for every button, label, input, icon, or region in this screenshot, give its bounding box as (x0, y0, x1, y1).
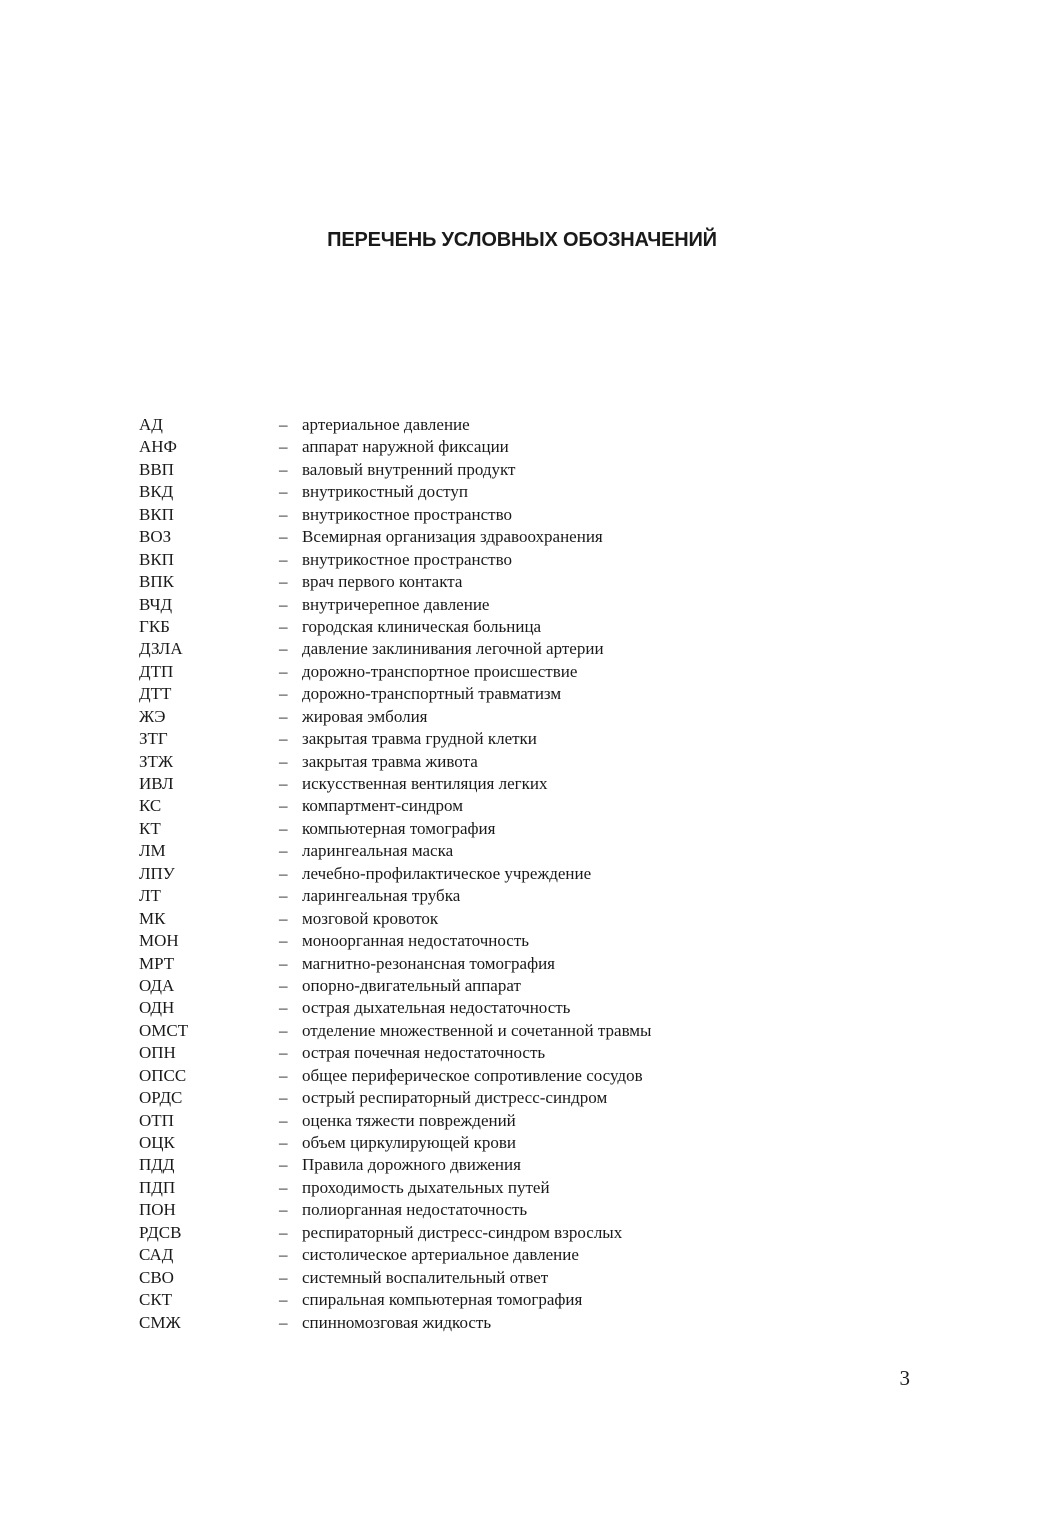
abbreviation-row (139, 1087, 839, 1109)
abbreviation-definition: компартмент-синдром (302, 796, 463, 816)
abbreviation-definition: ларингеальная маска (302, 841, 454, 861)
abbreviation-term: ДТП (139, 661, 174, 681)
abbreviation-row (139, 414, 839, 436)
abbreviation-row (139, 661, 839, 683)
abbreviation-row (139, 1154, 839, 1176)
abbreviation-list (139, 414, 839, 1334)
abbreviation-row (139, 459, 839, 481)
abbreviation-definition: мозговой кровоток (302, 908, 439, 928)
abbreviation-term: ОДА (139, 975, 175, 995)
abbreviation-row (139, 571, 839, 593)
abbreviation-term: АНФ (139, 437, 177, 457)
abbreviation-row (139, 997, 839, 1019)
abbreviation-term: МОН (139, 931, 179, 951)
abbreviation-definition: острая дыхательная недостаточность (302, 998, 571, 1018)
abbreviation-dash: – (279, 751, 288, 771)
abbreviation-definition: дорожно-транспортное происшествие (302, 661, 578, 681)
abbreviation-row (139, 504, 839, 526)
abbreviation-dash: – (279, 684, 288, 704)
abbreviation-term: ЖЭ (139, 706, 166, 726)
abbreviation-dash: – (279, 1245, 288, 1265)
abbreviation-definition: аппарат наружной фиксации (302, 437, 509, 457)
abbreviation-term: ОМСТ (139, 1020, 189, 1040)
abbreviation-dash: – (279, 706, 288, 726)
abbreviation-term: ВКД (139, 482, 174, 502)
abbreviation-definition: систолическое артериальное давление (302, 1245, 579, 1265)
abbreviation-row (139, 1132, 839, 1154)
abbreviation-definition: Правила дорожного движения (302, 1155, 521, 1175)
abbreviation-row (139, 1065, 839, 1087)
abbreviation-term: КТ (139, 818, 161, 838)
abbreviation-definition: внутричерепное давление (302, 594, 490, 614)
abbreviation-row (139, 436, 839, 458)
abbreviation-row (139, 1177, 839, 1199)
abbreviation-row (139, 1110, 839, 1132)
abbreviation-row (139, 795, 839, 817)
abbreviation-dash: – (279, 1267, 288, 1287)
abbreviation-dash: – (279, 931, 288, 951)
abbreviation-term: ОПСС (139, 1065, 187, 1085)
abbreviation-term: ГКБ (139, 616, 170, 636)
abbreviation-row (139, 1244, 839, 1266)
abbreviation-term: МРТ (139, 953, 175, 973)
abbreviation-term: ОТП (139, 1110, 174, 1130)
abbreviation-dash: – (279, 729, 288, 749)
abbreviation-definition: жировая эмболия (302, 706, 428, 726)
page-number: 3 (899, 1366, 910, 1390)
abbreviation-definition: магнитно-резонансная томография (302, 953, 555, 973)
abbreviation-dash: – (279, 572, 288, 592)
abbreviation-dash: – (279, 437, 288, 457)
abbreviation-term: РДСВ (139, 1222, 182, 1242)
abbreviation-dash: – (279, 975, 288, 995)
abbreviation-dash: – (279, 1043, 288, 1063)
abbreviation-dash: – (279, 459, 288, 479)
abbreviation-dash: – (279, 1020, 288, 1040)
abbreviation-dash: – (279, 616, 288, 636)
abbreviation-term: СКТ (139, 1290, 173, 1310)
abbreviation-row (139, 638, 839, 660)
abbreviation-term: ИВЛ (139, 774, 174, 793)
abbreviation-term: ПДД (139, 1155, 175, 1175)
abbreviation-dash: – (279, 1155, 288, 1175)
abbreviation-term: ВПК (139, 572, 174, 592)
abbreviation-term: ВКП (139, 549, 174, 569)
abbreviation-term: ОРДС (139, 1088, 183, 1108)
abbreviation-row (139, 818, 839, 840)
abbreviation-dash: – (279, 953, 288, 973)
abbreviation-dash: – (279, 1290, 288, 1310)
abbreviation-row (139, 908, 839, 930)
abbreviation-term: ОЦК (139, 1133, 175, 1152)
abbreviation-term: ПОН (139, 1200, 176, 1220)
abbreviation-definition: проходимость дыхательных путей (302, 1177, 550, 1197)
abbreviation-term: ЗТГ (139, 729, 168, 749)
abbreviation-dash: – (279, 886, 288, 906)
abbreviation-definition: спинномозговая жидкость (302, 1312, 492, 1332)
abbreviation-row (139, 840, 839, 862)
abbreviation-definition: системный воспалительный ответ (302, 1267, 549, 1287)
abbreviation-dash: – (279, 1177, 288, 1197)
abbreviation-definition: искусственная вентиляция легких (302, 774, 548, 793)
abbreviation-row (139, 1222, 839, 1244)
abbreviation-row (139, 526, 839, 548)
abbreviation-definition: оценка тяжести повреждений (302, 1110, 516, 1130)
abbreviation-dash: – (279, 1065, 288, 1085)
abbreviation-dash: – (279, 594, 288, 614)
abbreviation-definition: городская клиническая больница (302, 616, 542, 636)
abbreviation-dash: – (279, 639, 288, 659)
abbreviation-dash: – (279, 818, 288, 838)
abbreviation-row (139, 953, 839, 975)
abbreviation-definition: респираторный дистресс-синдром взрослых (302, 1222, 623, 1242)
abbreviation-dash: – (279, 1200, 288, 1220)
abbreviation-dash: – (279, 661, 288, 681)
abbreviation-dash: – (279, 549, 288, 569)
abbreviation-row (139, 728, 839, 750)
abbreviation-definition: моноорганная недостаточность (302, 931, 530, 951)
abbreviation-definition: спиральная компьютерная томография (302, 1290, 583, 1310)
abbreviation-definition: острый респираторный дистресс-синдром (302, 1088, 608, 1108)
abbreviation-dash: – (279, 1110, 288, 1130)
abbreviation-definition: артериальное давление (302, 415, 470, 434)
abbreviation-term: ВВП (139, 459, 174, 479)
abbreviation-term: САД (139, 1245, 174, 1265)
abbreviation-definition: острая почечная недостаточность (302, 1043, 546, 1063)
abbreviation-term: АД (139, 415, 163, 434)
abbreviation-row (139, 975, 839, 997)
abbreviation-definition: давление заклинивания легочной артерии (302, 639, 604, 659)
abbreviation-row (139, 549, 839, 571)
abbreviation-term: ОПН (139, 1043, 176, 1063)
abbreviation-dash: – (279, 841, 288, 861)
abbreviation-term: ЛПУ (139, 863, 175, 883)
abbreviation-definition: Всемирная организация здравоохранения (302, 527, 603, 547)
abbreviation-row (139, 616, 839, 638)
abbreviation-dash: – (279, 998, 288, 1018)
abbreviation-definition: лечебно-профилактическое учреждение (302, 863, 592, 883)
abbreviation-term: ВЧД (139, 594, 173, 614)
abbreviation-term: СВО (139, 1267, 174, 1287)
abbreviation-definition: отделение множественной и сочетанной травмы (302, 1020, 652, 1040)
abbreviation-definition: дорожно-транспортный травматизм (302, 684, 562, 704)
abbreviation-term: ЛМ (139, 841, 166, 861)
abbreviation-dash: – (279, 527, 288, 547)
abbreviation-term: ДЗЛА (139, 639, 183, 659)
abbreviation-definition: внутрикостное пространство (302, 549, 512, 569)
abbreviation-definition: валовый внутренний продукт (302, 459, 516, 479)
abbreviation-dash: – (279, 504, 288, 524)
abbreviation-row (139, 863, 839, 885)
abbreviation-dash: – (279, 908, 288, 928)
abbreviation-term: СМЖ (139, 1312, 181, 1332)
abbreviation-row (139, 683, 839, 705)
abbreviation-dash: – (279, 482, 288, 502)
abbreviation-definition: компьютерная томография (302, 818, 496, 838)
abbreviation-term: ВОЗ (139, 527, 172, 547)
abbreviation-dash: – (279, 415, 288, 434)
abbreviation-definition: внутрикостное пространство (302, 504, 512, 524)
abbreviation-dash: – (279, 1312, 288, 1332)
abbreviation-row (139, 930, 839, 952)
abbreviation-dash: – (279, 1133, 288, 1152)
abbreviation-definition: опорно-двигательный аппарат (302, 975, 521, 995)
abbreviation-row (139, 1020, 839, 1042)
abbreviation-definition: внутрикостный доступ (302, 482, 468, 502)
abbreviation-dash: – (279, 796, 288, 816)
abbreviation-definition: врач первого контакта (302, 572, 463, 592)
abbreviation-definition: объем циркулирующей крови (302, 1133, 516, 1152)
abbreviation-term: ЗТЖ (139, 751, 174, 771)
abbreviation-row (139, 706, 839, 728)
abbreviation-row (139, 481, 839, 503)
abbreviation-term: МК (139, 908, 166, 928)
abbreviation-row (139, 1199, 839, 1221)
abbreviation-term: КС (139, 796, 162, 816)
abbreviation-row (139, 751, 839, 773)
abbreviation-row (139, 773, 839, 795)
abbreviation-term: ДТТ (139, 684, 172, 704)
abbreviation-term: ОДН (139, 998, 175, 1018)
abbreviation-term: ЛТ (139, 886, 161, 906)
abbreviation-definition: закрытая травма живота (302, 751, 478, 771)
abbreviation-dash: – (279, 863, 288, 883)
abbreviation-row (139, 1267, 839, 1289)
abbreviation-dash: – (279, 774, 288, 793)
abbreviation-row (139, 1289, 839, 1311)
abbreviation-dash: – (279, 1088, 288, 1108)
abbreviation-dash: – (279, 1222, 288, 1242)
abbreviation-term: ПДП (139, 1177, 176, 1197)
abbreviation-definition: общее периферическое сопротивление сосудов (302, 1065, 643, 1085)
abbreviation-row (139, 1312, 839, 1334)
abbreviation-definition: ларингеальная трубка (302, 886, 461, 906)
abbreviation-row (139, 885, 839, 907)
abbreviation-definition: полиорганная недостаточность (302, 1200, 528, 1220)
abbreviation-row (139, 1042, 839, 1064)
abbreviation-term: ВКП (139, 504, 174, 524)
abbreviation-definition: закрытая травма грудной клетки (302, 729, 537, 749)
page-title: ПЕРЕЧЕНЬ УСЛОВНЫХ ОБОЗНАЧЕНИЙ (327, 229, 717, 251)
abbreviation-row (139, 594, 839, 616)
